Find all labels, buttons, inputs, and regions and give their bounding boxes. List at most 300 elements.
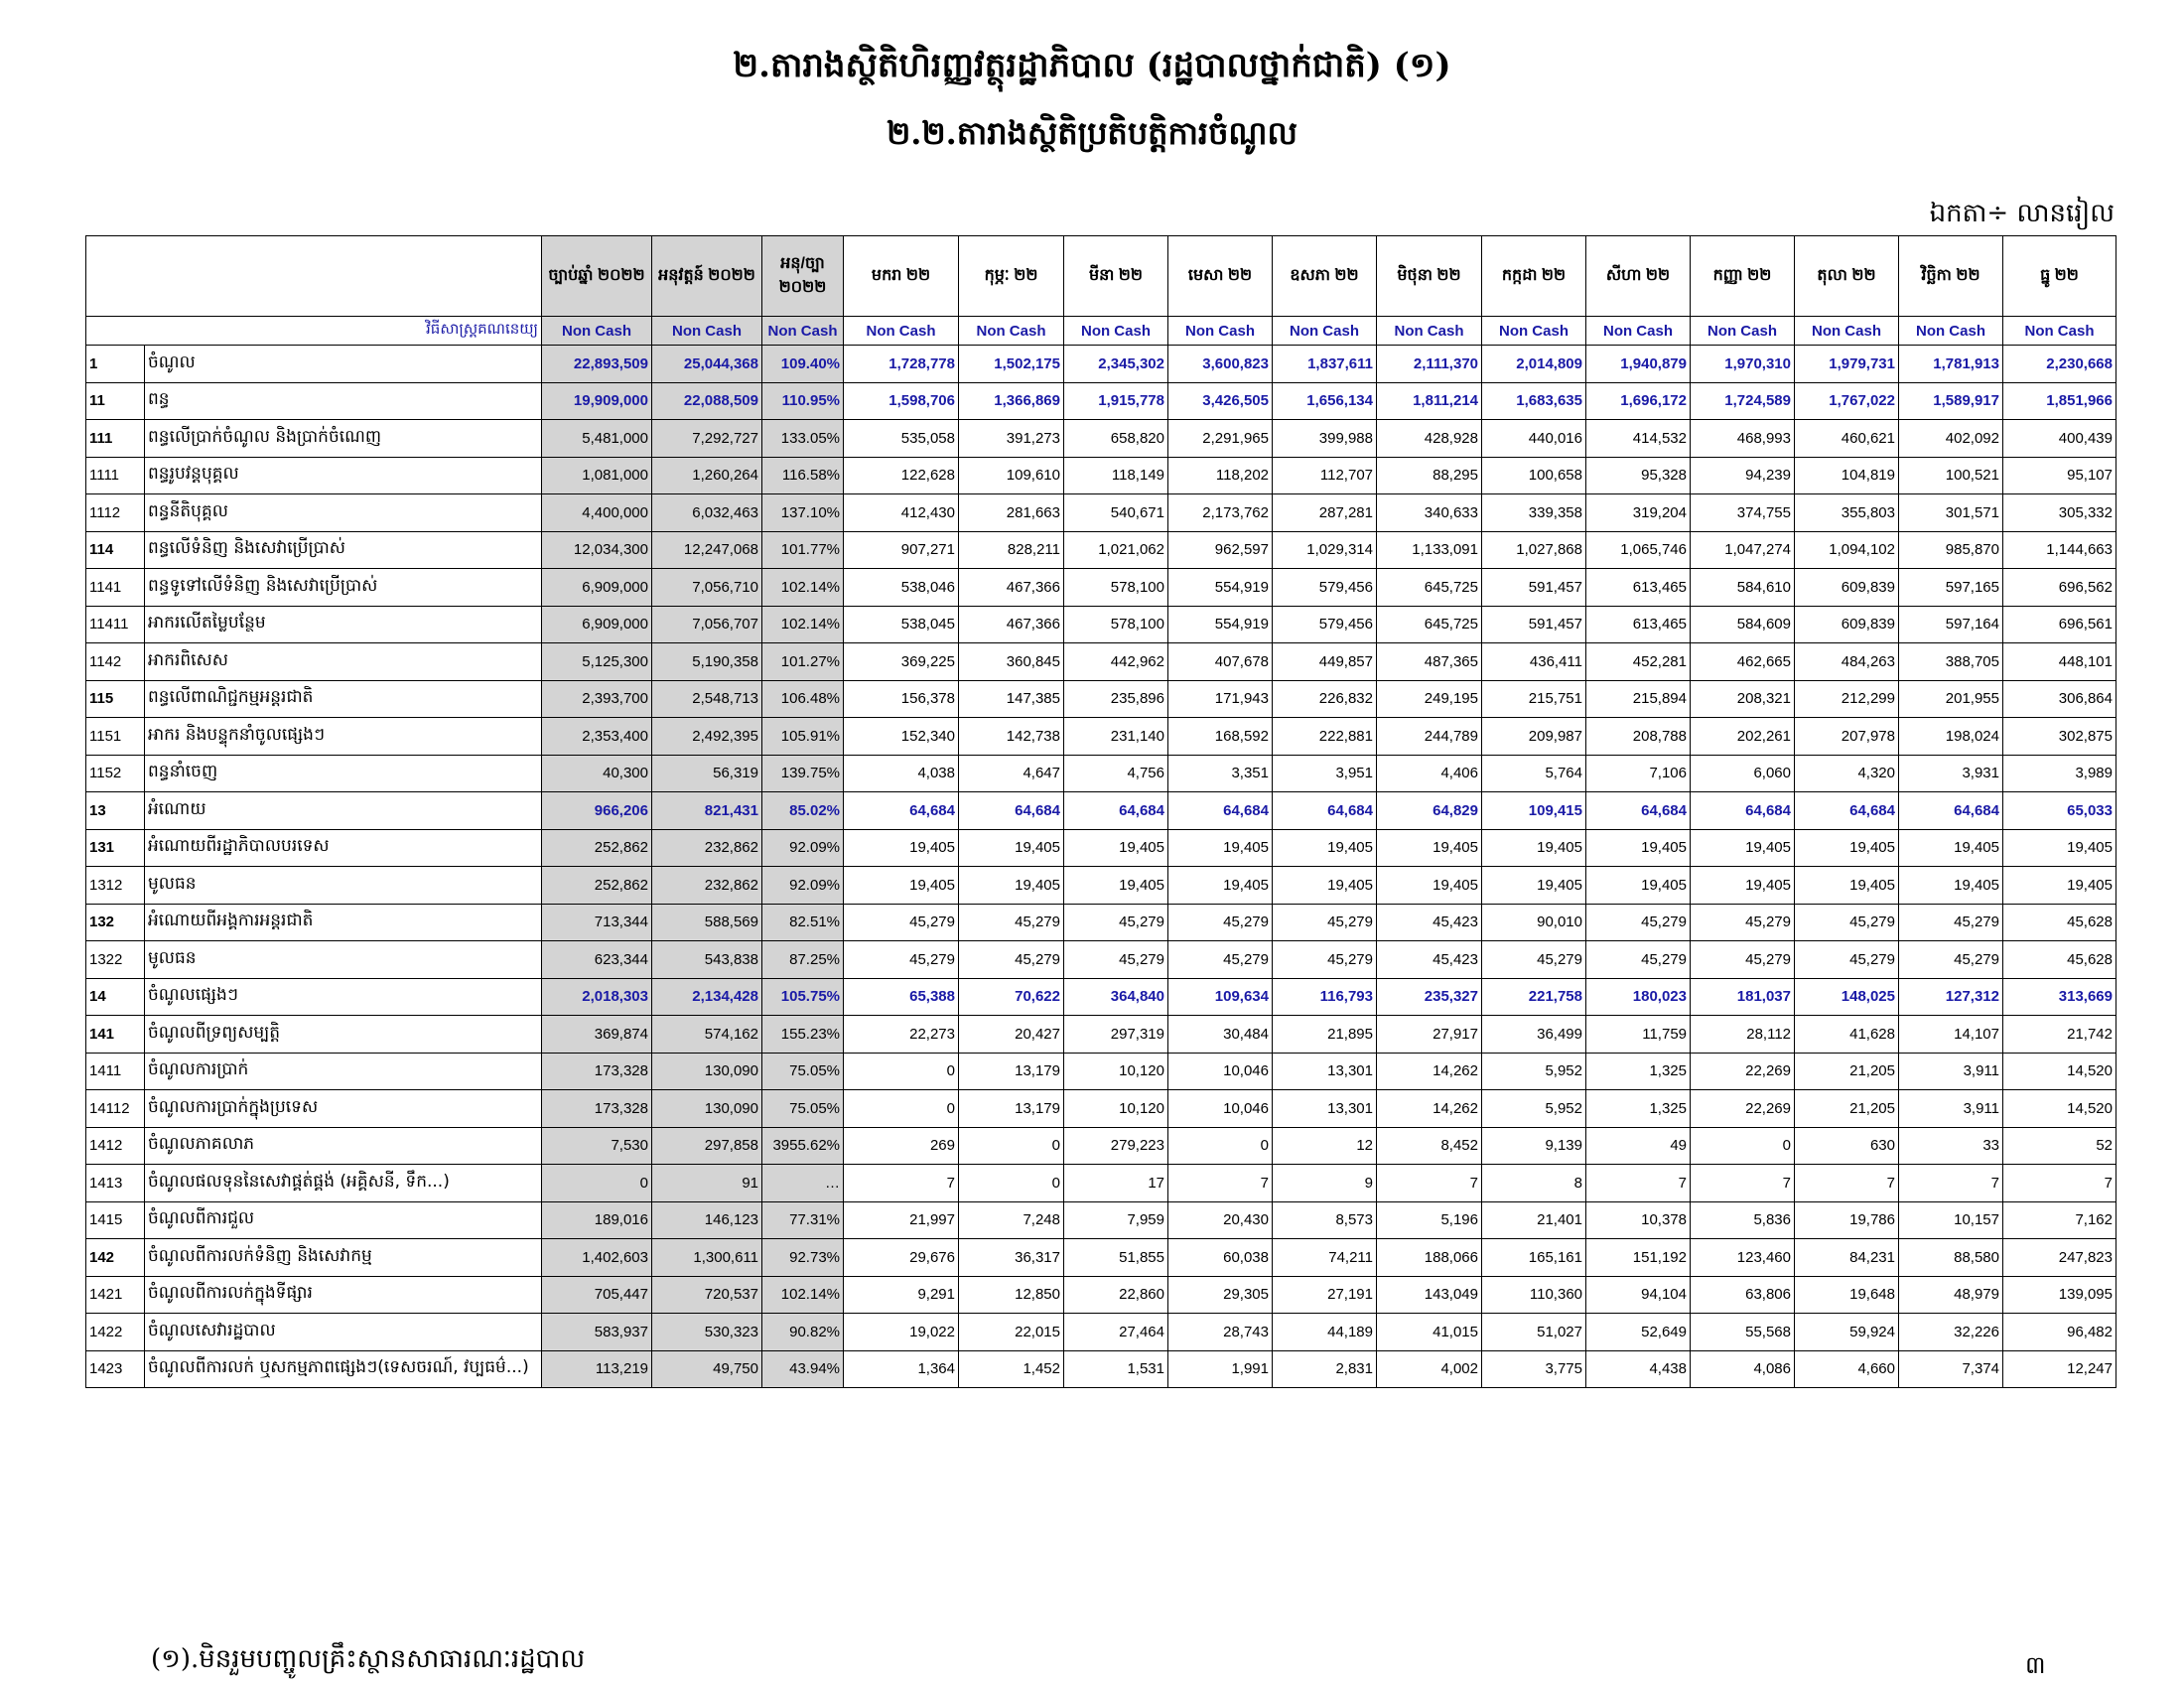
- cell-value: 4,400,000: [542, 494, 652, 532]
- cell-value: 554,919: [1168, 569, 1273, 607]
- cell-value: 1,021,062: [1064, 531, 1168, 569]
- cell-value: 4,647: [959, 755, 1064, 792]
- non-cash-label: Non Cash: [1795, 317, 1899, 346]
- row-code: 141: [86, 1016, 145, 1054]
- row-code: 1421: [86, 1276, 145, 1314]
- cell-value: 8,452: [1377, 1127, 1482, 1165]
- footnote: (១).មិនរួមបញ្ចូលគ្រឹះស្ថានសាធារណៈរដ្ឋបាល: [151, 1644, 586, 1674]
- cell-value: 10,157: [1899, 1201, 2003, 1239]
- cell-value: 32,226: [1899, 1314, 2003, 1351]
- cell-value: 14,520: [2003, 1090, 2116, 1128]
- cell-value: 19,405: [1064, 867, 1168, 905]
- cell-value: 7,374: [1899, 1350, 2003, 1388]
- cell-value: 60,038: [1168, 1239, 1273, 1277]
- cell-value: 19,405: [1377, 829, 1482, 867]
- cell-value: 92.09%: [762, 867, 844, 905]
- cell-value: 130,090: [652, 1053, 762, 1090]
- row-label: អាករពិសេស: [145, 643, 542, 681]
- cell-value: 530,323: [652, 1314, 762, 1351]
- page-subtitle: ២.២.តារាងស្ថិតិប្រតិបត្តិការចំណូល: [887, 114, 1297, 152]
- table-row: [86, 1239, 2116, 1277]
- cell-value: 64,684: [1586, 792, 1691, 830]
- cell-value: 51,027: [1482, 1314, 1586, 1351]
- cell-value: 123,460: [1691, 1239, 1795, 1277]
- row-code: 1111: [86, 457, 145, 494]
- non-cash-label: Non Cash: [762, 317, 844, 346]
- cell-value: 313,669: [2003, 978, 2116, 1016]
- cell-value: 94,104: [1586, 1276, 1691, 1314]
- non-cash-label: Non Cash: [2003, 317, 2116, 346]
- cell-value: 7: [2003, 1165, 2116, 1202]
- non-cash-label: Non Cash: [652, 317, 762, 346]
- cell-value: 21,895: [1273, 1016, 1377, 1054]
- cell-value: 10,046: [1168, 1090, 1273, 1128]
- cell-value: 100,658: [1482, 457, 1586, 494]
- cell-value: 3,600,823: [1168, 346, 1273, 383]
- cell-value: 96,482: [2003, 1314, 2116, 1351]
- cell-value: 188,066: [1377, 1239, 1482, 1277]
- row-label: ចំណូលភាគលាភ: [145, 1127, 542, 1165]
- cell-value: 696,562: [2003, 569, 2116, 607]
- cell-value: 462,665: [1691, 643, 1795, 681]
- column-header: មេសា ២២: [1168, 236, 1273, 317]
- cell-value: 155.23%: [762, 1016, 844, 1054]
- cell-value: 297,858: [652, 1127, 762, 1165]
- row-label: ពន្ធទូទៅលើទំនិញ និងសេវាប្រើប្រាស់: [145, 569, 542, 607]
- cell-value: 64,684: [959, 792, 1064, 830]
- cell-value: 29,305: [1168, 1276, 1273, 1314]
- cell-value: 109,634: [1168, 978, 1273, 1016]
- cell-value: 7,162: [2003, 1201, 2116, 1239]
- cell-value: 0: [844, 1053, 959, 1090]
- cell-value: 658,820: [1064, 420, 1168, 458]
- cell-value: 92.09%: [762, 829, 844, 867]
- column-header: កញ្ញា ២២: [1691, 236, 1795, 317]
- cell-value: 151,192: [1586, 1239, 1691, 1277]
- cell-value: 2,173,762: [1168, 494, 1273, 532]
- cell-value: 21,205: [1795, 1090, 1899, 1128]
- cell-value: 1,325: [1586, 1053, 1691, 1090]
- cell-value: 29,676: [844, 1239, 959, 1277]
- cell-value: 1,502,175: [959, 346, 1064, 383]
- cell-value: 2,393,700: [542, 680, 652, 718]
- cell-value: 19,405: [1586, 867, 1691, 905]
- table-row: [86, 755, 2116, 792]
- cell-value: 2,018,303: [542, 978, 652, 1016]
- cell-value: 578,100: [1064, 606, 1168, 643]
- cell-value: 41,628: [1795, 1016, 1899, 1054]
- row-code: 14112: [86, 1090, 145, 1128]
- non-cash-label: Non Cash: [542, 317, 652, 346]
- cell-value: 45,423: [1377, 904, 1482, 941]
- cell-value: 19,405: [1691, 867, 1795, 905]
- cell-value: 173,328: [542, 1053, 652, 1090]
- cell-value: 584,609: [1691, 606, 1795, 643]
- cell-value: 77.31%: [762, 1201, 844, 1239]
- cell-value: 165,161: [1482, 1239, 1586, 1277]
- cell-value: 301,571: [1899, 494, 2003, 532]
- header-blank: [86, 236, 542, 317]
- cell-value: 21,205: [1795, 1053, 1899, 1090]
- cell-value: 28,743: [1168, 1314, 1273, 1351]
- cell-value: 222,881: [1273, 718, 1377, 756]
- cell-value: 19,405: [1377, 867, 1482, 905]
- cell-value: 720,537: [652, 1276, 762, 1314]
- cell-value: 535,058: [844, 420, 959, 458]
- cell-value: 156,378: [844, 680, 959, 718]
- cell-value: 226,832: [1273, 680, 1377, 718]
- cell-value: 249,195: [1377, 680, 1482, 718]
- cell-value: 27,191: [1273, 1276, 1377, 1314]
- cell-value: 90.82%: [762, 1314, 844, 1351]
- cell-value: 45,279: [959, 904, 1064, 941]
- cell-value: 4,756: [1064, 755, 1168, 792]
- table-row: [86, 1127, 2116, 1165]
- cell-value: 591,457: [1482, 606, 1586, 643]
- cell-value: 64,684: [1064, 792, 1168, 830]
- cell-value: 25,044,368: [652, 346, 762, 383]
- column-header: អនុ/ច្បា ២០២២: [762, 236, 844, 317]
- cell-value: 45,279: [1691, 941, 1795, 979]
- cell-value: 7,056,710: [652, 569, 762, 607]
- cell-value: 319,204: [1586, 494, 1691, 532]
- cell-value: 12,247: [2003, 1350, 2116, 1388]
- cell-value: 209,987: [1482, 718, 1586, 756]
- cell-value: 41,015: [1377, 1314, 1482, 1351]
- row-label: អំណោយ: [145, 792, 542, 830]
- cell-value: 19,405: [1899, 867, 2003, 905]
- cell-value: 19,405: [1691, 829, 1795, 867]
- cell-value: 122,628: [844, 457, 959, 494]
- cell-value: 1,300,611: [652, 1239, 762, 1277]
- table-row: [86, 569, 2116, 607]
- cell-value: 10,046: [1168, 1053, 1273, 1090]
- cell-value: 5,125,300: [542, 643, 652, 681]
- cell-value: 143,049: [1377, 1276, 1482, 1314]
- row-label: ចំណូលសេវារដ្ឋបាល: [145, 1314, 542, 1351]
- cell-value: 4,320: [1795, 755, 1899, 792]
- cell-value: 45,279: [1691, 904, 1795, 941]
- cell-value: 101.77%: [762, 531, 844, 569]
- table-row: [86, 346, 2116, 383]
- cell-value: 127,312: [1899, 978, 2003, 1016]
- cell-value: 3,426,505: [1168, 382, 1273, 420]
- cell-value: 232,862: [652, 829, 762, 867]
- cell-value: 613,465: [1586, 606, 1691, 643]
- cell-value: 591,457: [1482, 569, 1586, 607]
- cell-value: 369,225: [844, 643, 959, 681]
- cell-value: 19,405: [1482, 829, 1586, 867]
- cell-value: 12,247,068: [652, 531, 762, 569]
- row-label: ចំណូលពីការលក់ ឬសកម្មភាពផ្សេងៗ(ទេសចរណ៍, វប្បធម៌...): [145, 1350, 542, 1388]
- cell-value: 45,628: [2003, 941, 2116, 979]
- cell-value: 9,291: [844, 1276, 959, 1314]
- cell-value: 45,423: [1377, 941, 1482, 979]
- cell-value: 22,273: [844, 1016, 959, 1054]
- cell-value: 3,911: [1899, 1090, 2003, 1128]
- cell-value: 95,328: [1586, 457, 1691, 494]
- cell-value: 112,707: [1273, 457, 1377, 494]
- column-header: អនុវត្តន៍ ២០២២: [652, 236, 762, 317]
- cell-value: 180,023: [1586, 978, 1691, 1016]
- column-header: សីហា ២២: [1586, 236, 1691, 317]
- cell-value: 9: [1273, 1165, 1377, 1202]
- cell-value: 94,239: [1691, 457, 1795, 494]
- cell-value: 3,351: [1168, 755, 1273, 792]
- cell-value: 64,684: [1899, 792, 2003, 830]
- cell-value: 13,179: [959, 1090, 1064, 1128]
- cell-value: 0: [1691, 1127, 1795, 1165]
- row-label: មូលធន: [145, 867, 542, 905]
- cell-value: 1,915,778: [1064, 382, 1168, 420]
- table-row: [86, 531, 2116, 569]
- cell-value: 907,271: [844, 531, 959, 569]
- row-label: ចំណូលផ្សេងៗ: [145, 978, 542, 1016]
- cell-value: 7: [1377, 1165, 1482, 1202]
- cell-value: 102.14%: [762, 569, 844, 607]
- cell-value: 65,388: [844, 978, 959, 1016]
- column-header: តុលា ២២: [1795, 236, 1899, 317]
- cell-value: 22,269: [1691, 1053, 1795, 1090]
- row-code: 1423: [86, 1350, 145, 1388]
- row-label: អាករលើតម្លៃបន្ថែម: [145, 606, 542, 643]
- cell-value: 189,016: [542, 1201, 652, 1239]
- cell-value: 19,405: [1273, 867, 1377, 905]
- table-row: [86, 904, 2116, 941]
- cell-value: 45,279: [1586, 941, 1691, 979]
- cell-value: 27,917: [1377, 1016, 1482, 1054]
- cell-value: 118,149: [1064, 457, 1168, 494]
- cell-value: 105.75%: [762, 978, 844, 1016]
- cell-value: 19,405: [2003, 829, 2116, 867]
- cell-value: 198,024: [1899, 718, 2003, 756]
- cell-value: 59,924: [1795, 1314, 1899, 1351]
- cell-value: 579,456: [1273, 569, 1377, 607]
- cell-value: 3,775: [1482, 1350, 1586, 1388]
- table-row: [86, 829, 2116, 867]
- cell-value: 388,705: [1899, 643, 2003, 681]
- cell-value: 13,179: [959, 1053, 1064, 1090]
- cell-value: 705,447: [542, 1276, 652, 1314]
- cell-value: 436,411: [1482, 643, 1586, 681]
- cell-value: 40,300: [542, 755, 652, 792]
- cell-value: 4,438: [1586, 1350, 1691, 1388]
- cell-value: 645,725: [1377, 606, 1482, 643]
- cell-value: 109,610: [959, 457, 1064, 494]
- row-label: ពន្ធនីតិបុគ្គល: [145, 494, 542, 532]
- non-cash-label: Non Cash: [844, 317, 959, 346]
- cell-value: 106.48%: [762, 680, 844, 718]
- table-row: [86, 420, 2116, 458]
- cell-value: 9,139: [1482, 1127, 1586, 1165]
- cell-value: 2,831: [1273, 1350, 1377, 1388]
- cell-value: 6,909,000: [542, 569, 652, 607]
- cell-value: 6,060: [1691, 755, 1795, 792]
- cell-value: 43.94%: [762, 1350, 844, 1388]
- column-header: មិថុនា ២២: [1377, 236, 1482, 317]
- row-label: ពន្ធលើទំនិញ និងសេវាប្រើប្រាស់: [145, 531, 542, 569]
- cell-value: 19,405: [844, 829, 959, 867]
- non-cash-label: Non Cash: [959, 317, 1064, 346]
- cell-value: 5,952: [1482, 1053, 1586, 1090]
- cell-value: 287,281: [1273, 494, 1377, 532]
- cell-value: 221,758: [1482, 978, 1586, 1016]
- row-code: 1142: [86, 643, 145, 681]
- cell-value: 110,360: [1482, 1276, 1586, 1314]
- cell-value: 235,896: [1064, 680, 1168, 718]
- cell-value: 232,862: [652, 867, 762, 905]
- cell-value: 130,090: [652, 1090, 762, 1128]
- cell-value: 56,319: [652, 755, 762, 792]
- cell-value: 101.27%: [762, 643, 844, 681]
- cell-value: 139,095: [2003, 1276, 2116, 1314]
- cell-value: 19,405: [1795, 829, 1899, 867]
- cell-value: 19,909,000: [542, 382, 652, 420]
- cell-value: 645,725: [1377, 569, 1482, 607]
- row-code: 114: [86, 531, 145, 569]
- cell-value: 583,937: [542, 1314, 652, 1351]
- row-code: 11411: [86, 606, 145, 643]
- cell-value: 1,970,310: [1691, 346, 1795, 383]
- cell-value: 1,260,264: [652, 457, 762, 494]
- cell-value: 20,430: [1168, 1201, 1273, 1239]
- cell-value: 579,456: [1273, 606, 1377, 643]
- cell-value: 147,385: [959, 680, 1064, 718]
- cell-value: 19,405: [1064, 829, 1168, 867]
- cell-value: 95,107: [2003, 457, 2116, 494]
- cell-value: 45,279: [1586, 904, 1691, 941]
- row-code: 132: [86, 904, 145, 941]
- cell-value: 19,405: [1482, 867, 1586, 905]
- cell-value: 110.95%: [762, 382, 844, 420]
- cell-value: 428,928: [1377, 420, 1482, 458]
- cell-value: 44,189: [1273, 1314, 1377, 1351]
- cell-value: 19,405: [1899, 829, 2003, 867]
- cell-value: 355,803: [1795, 494, 1899, 532]
- cell-value: 821,431: [652, 792, 762, 830]
- cell-value: 1,656,134: [1273, 382, 1377, 420]
- row-label: អំណោយពីរដ្ឋាភិបាលបរទេស: [145, 829, 542, 867]
- cell-value: 269: [844, 1127, 959, 1165]
- table-row: [86, 1201, 2116, 1239]
- cell-value: 171,943: [1168, 680, 1273, 718]
- cell-value: 7: [1586, 1165, 1691, 1202]
- cell-value: 538,046: [844, 569, 959, 607]
- cell-value: 19,405: [1273, 829, 1377, 867]
- cell-value: 0: [542, 1165, 652, 1202]
- cell-value: 10,120: [1064, 1090, 1168, 1128]
- cell-value: 45,279: [1273, 904, 1377, 941]
- non-cash-label: Non Cash: [1899, 317, 2003, 346]
- cell-value: 21,401: [1482, 1201, 1586, 1239]
- cell-value: 468,993: [1691, 420, 1795, 458]
- cell-value: 14,520: [2003, 1053, 2116, 1090]
- cell-value: 20,427: [959, 1016, 1064, 1054]
- cell-value: 33: [1899, 1127, 2003, 1165]
- non-cash-label: Non Cash: [1482, 317, 1586, 346]
- cell-value: 113,219: [542, 1350, 652, 1388]
- table-row: [86, 643, 2116, 681]
- cell-value: 1,781,913: [1899, 346, 2003, 383]
- cell-value: 45,279: [1482, 941, 1586, 979]
- cell-value: 45,279: [1273, 941, 1377, 979]
- cell-value: 45,279: [959, 941, 1064, 979]
- cell-value: 1,364: [844, 1350, 959, 1388]
- cell-value: 19,405: [2003, 867, 2116, 905]
- cell-value: 4,660: [1795, 1350, 1899, 1388]
- column-header: ច្បាប់ឆ្នាំ ២០២២: [542, 236, 652, 317]
- cell-value: 1,452: [959, 1350, 1064, 1388]
- cell-value: 19,786: [1795, 1201, 1899, 1239]
- cell-value: 1,811,214: [1377, 382, 1482, 420]
- cell-value: 90,010: [1482, 904, 1586, 941]
- row-code: 11: [86, 382, 145, 420]
- revenue-table: [85, 235, 2116, 1388]
- cell-value: 19,405: [1586, 829, 1691, 867]
- cell-value: 985,870: [1899, 531, 2003, 569]
- cell-value: 74,211: [1273, 1239, 1377, 1277]
- cell-value: 75.05%: [762, 1090, 844, 1128]
- non-cash-label: Non Cash: [1168, 317, 1273, 346]
- column-header: កុម្ភៈ ២២: [959, 236, 1064, 317]
- cell-value: 244,789: [1377, 718, 1482, 756]
- cell-value: 1,767,022: [1795, 382, 1899, 420]
- cell-value: 45,279: [1064, 941, 1168, 979]
- cell-value: 2,492,395: [652, 718, 762, 756]
- cell-value: 45,279: [1795, 904, 1899, 941]
- cell-value: 597,165: [1899, 569, 2003, 607]
- unit-label: ឯកតា÷ លានរៀល: [1929, 199, 2115, 228]
- cell-value: 45,279: [1168, 941, 1273, 979]
- cell-value: 597,164: [1899, 606, 2003, 643]
- cell-value: 52: [2003, 1127, 2116, 1165]
- cell-value: 2,345,302: [1064, 346, 1168, 383]
- cell-value: 45,279: [844, 904, 959, 941]
- cell-value: 22,860: [1064, 1276, 1168, 1314]
- cell-value: 588,569: [652, 904, 762, 941]
- cell-value: 339,358: [1482, 494, 1586, 532]
- cell-value: 142,738: [959, 718, 1064, 756]
- cell-value: 0: [844, 1090, 959, 1128]
- cell-value: 75.05%: [762, 1053, 844, 1090]
- cell-value: 173,328: [542, 1090, 652, 1128]
- cell-value: 45,279: [844, 941, 959, 979]
- cell-value: 391,273: [959, 420, 1064, 458]
- cell-value: 369,874: [542, 1016, 652, 1054]
- cell-value: 574,162: [652, 1016, 762, 1054]
- row-code: 115: [86, 680, 145, 718]
- column-header: មករា ២២: [844, 236, 959, 317]
- cell-value: 22,015: [959, 1314, 1064, 1351]
- cell-value: 2,230,668: [2003, 346, 2116, 383]
- cell-value: 247,823: [2003, 1239, 2116, 1277]
- cell-value: 1,696,172: [1586, 382, 1691, 420]
- table-row: [86, 1165, 2116, 1202]
- cell-value: 609,839: [1795, 569, 1899, 607]
- cell-value: 152,340: [844, 718, 959, 756]
- cell-value: 19,405: [959, 829, 1064, 867]
- cell-value: 28,112: [1691, 1016, 1795, 1054]
- cell-value: 442,962: [1064, 643, 1168, 681]
- cell-value: 302,875: [2003, 718, 2116, 756]
- cell-value: 0: [1168, 1127, 1273, 1165]
- row-label: ពន្ធ: [145, 382, 542, 420]
- cell-value: 609,839: [1795, 606, 1899, 643]
- column-header: មីនា ២២: [1064, 236, 1168, 317]
- cell-value: 13,301: [1273, 1053, 1377, 1090]
- cell-value: 554,919: [1168, 606, 1273, 643]
- table-row: [86, 1276, 2116, 1314]
